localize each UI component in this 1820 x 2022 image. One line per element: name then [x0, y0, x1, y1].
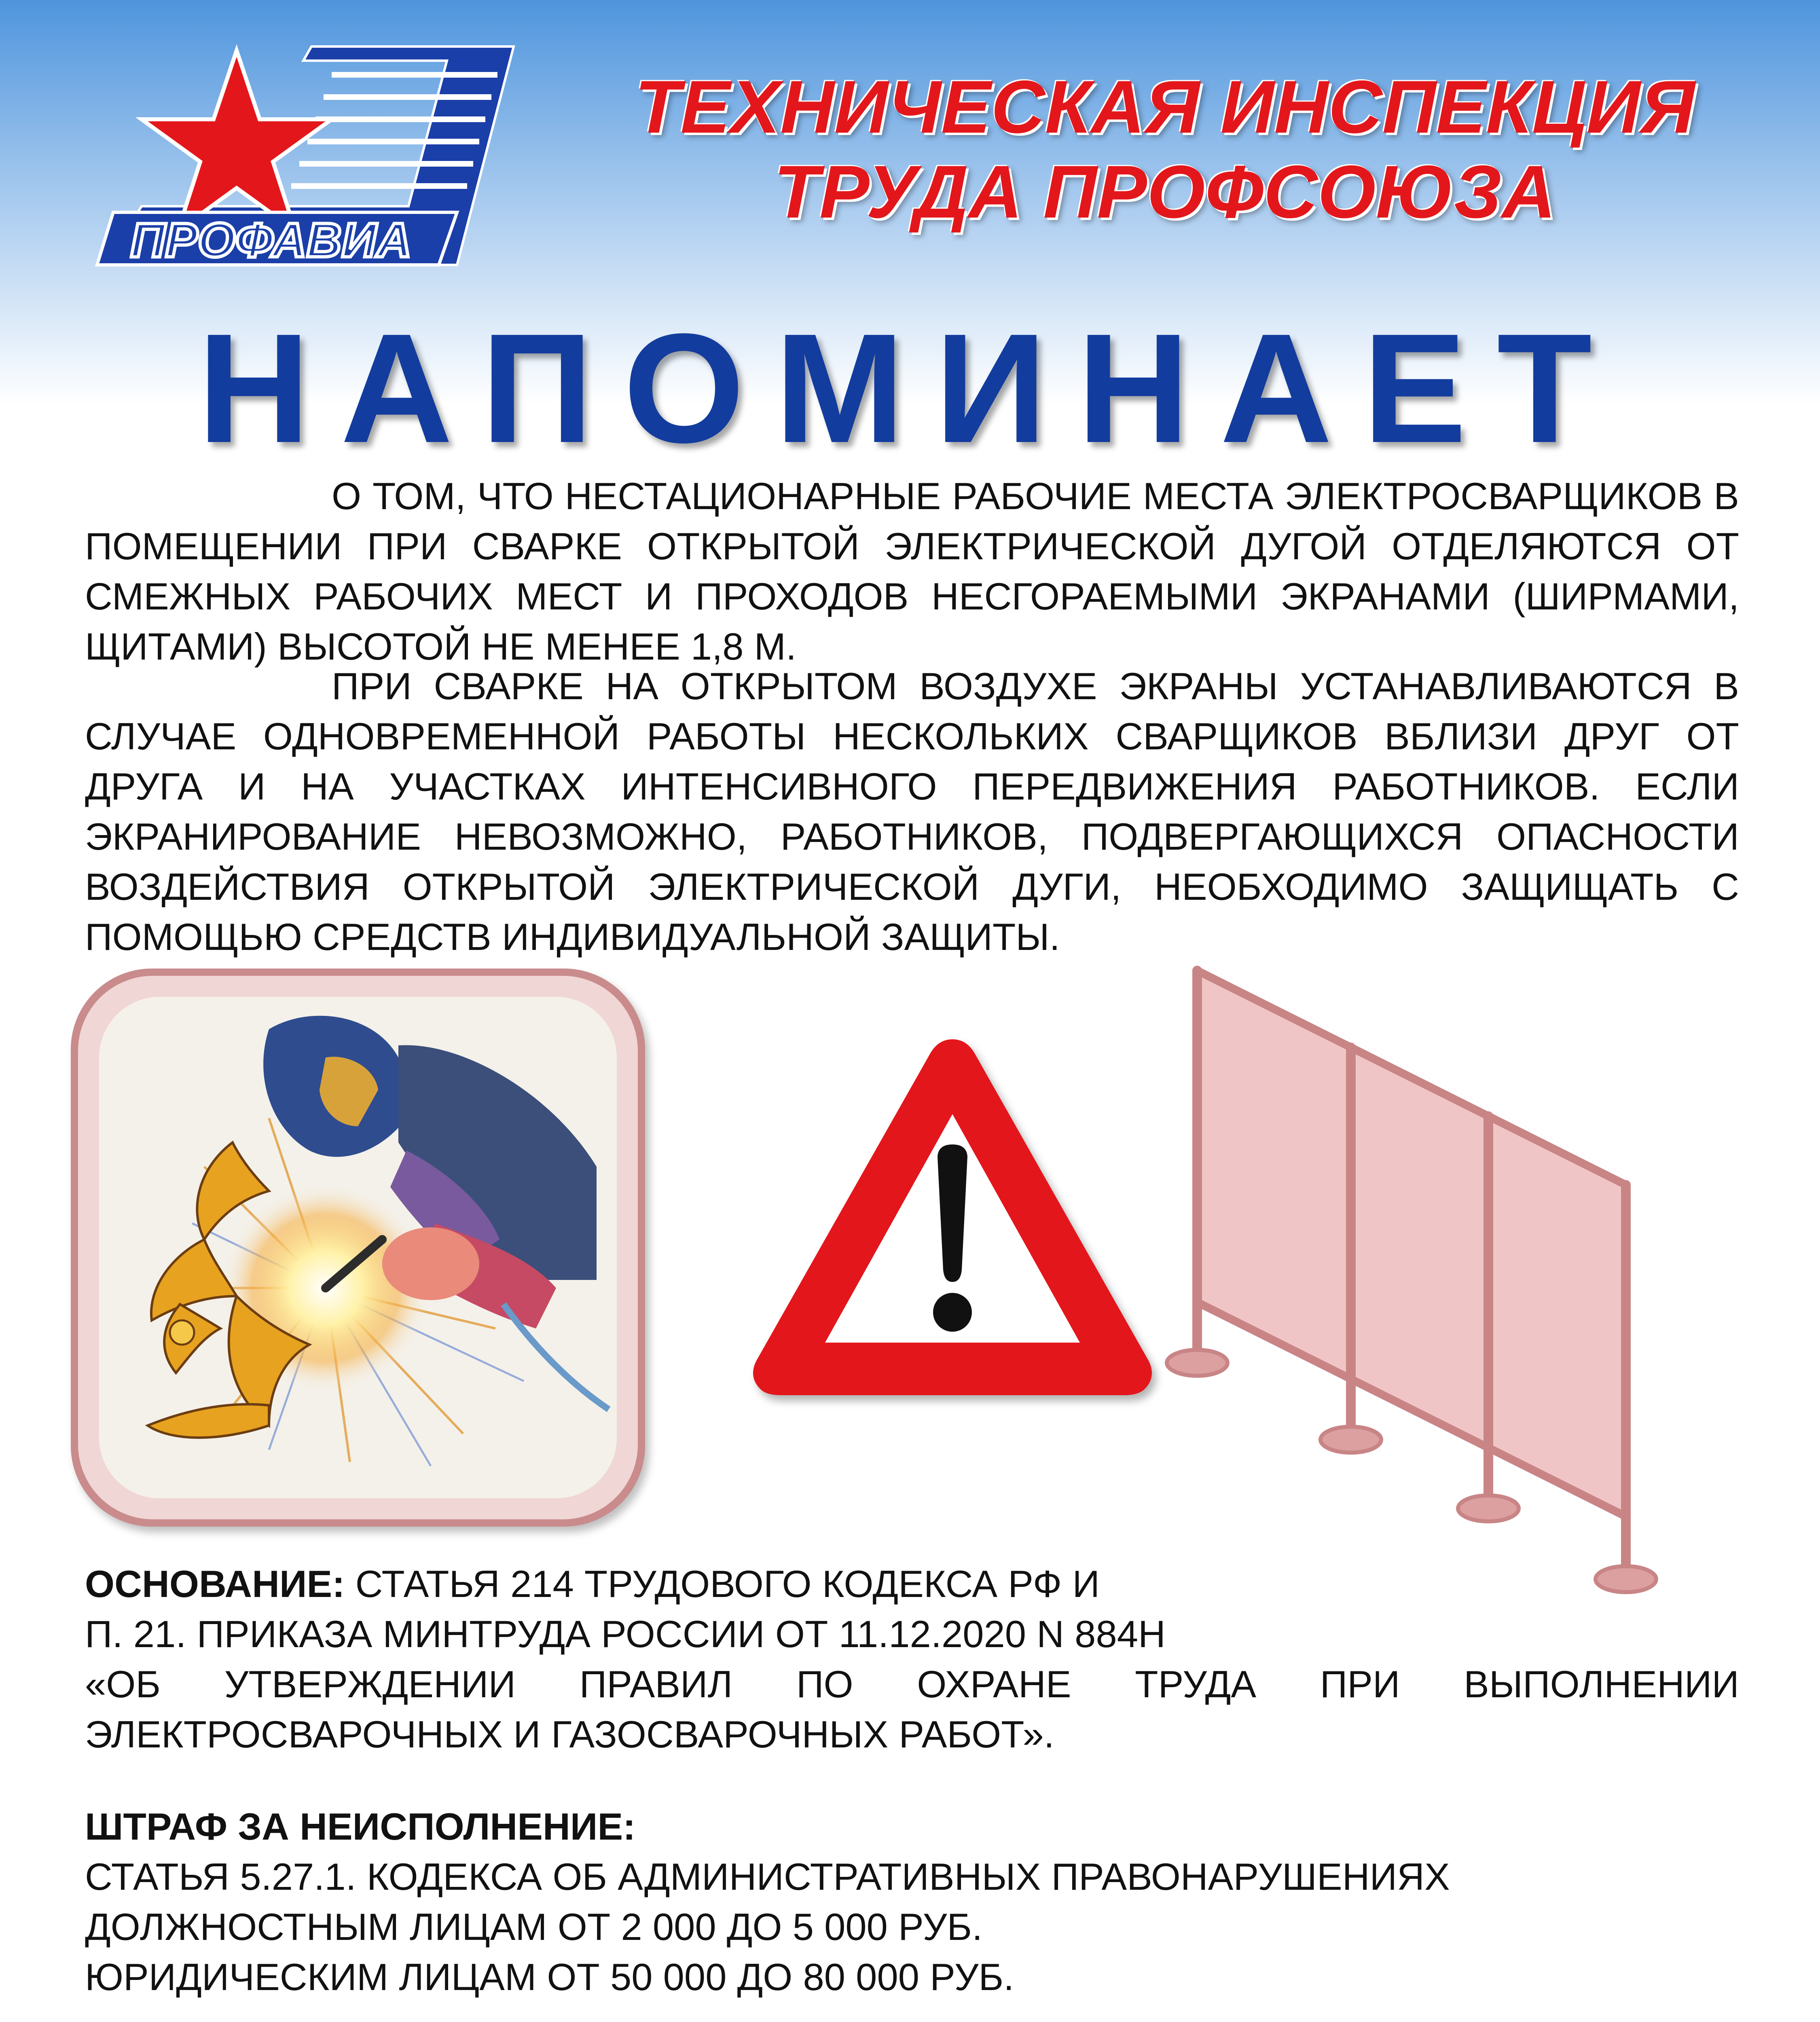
paragraph-screens-outdoor: ПРИ СВАРКЕ НА ОТКРЫТОМ ВОЗДУХЕ ЭКРАНЫ УСТАНАВЛИВАЮТСЯ В СЛУЧАЕ ОДНОВРЕМЕННОЙ РАБОТЫ НЕСКОЛЬКИХ СВАРЩИКОВ ВБЛИЗИ ДРУГ ОТ ДРУГА И НА УЧАСТКАХ ИНТЕНСИВНОГО ПЕРЕДВИЖЕНИЯ РАБОТНИКОВ. ЕСЛИ ЭКРАНИРОВАНИЕ НЕВОЗМОЖНО, РАБОТНИКОВ, ПОДВЕРГАЮЩИХСЯ ОПАСНОСТИ ВОЗДЕЙСТВИЯ ОТКРЫТОЙ ЭЛЕКТРИЧЕСКОЙ ДУГИ, НЕОБХОДИМО ЗАЩИЩАТЬ С ПОМОЩЬЮ СРЕДСТВ ИНДИВИДУАЛЬНОЙ ЗАЩИТЫ.	[85, 665, 1739, 958]
basis-line2: П. 21. ПРИКАЗА МИНТРУДА РОССИИ ОТ 11.12.2020 N 884Н	[85, 1613, 1166, 1655]
fine-section	[85, 1802, 1739, 2002]
warning-triangle-icon	[740, 1023, 1165, 1419]
profavia-logo	[53, 22, 538, 281]
logo-text: ПРОФАВИА	[130, 213, 412, 267]
welder-illustration	[99, 997, 617, 1498]
fine-line1: СТАТЬЯ 5.27.1. КОДЕКСА ОБ АДМИНИСТРАТИВНЫХ ПРАВОНАРУШЕНИЯХ	[85, 1855, 1450, 1898]
basis-label: ОСНОВАНИЕ:	[85, 1563, 345, 1605]
welding-screen-illustration	[1165, 954, 1703, 1634]
header-title-line1: ТЕХНИЧЕСКАЯ ИНСПЕКЦИЯ	[635, 66, 1695, 149]
fine-line2: ДОЛЖНОСТНЫМ ЛИЦАМ ОТ 2 000 ДО 5 000 РУБ.	[85, 1906, 983, 1948]
header-title	[538, 65, 1792, 235]
main-heading: НАПОМИНАЕТ	[197, 301, 1623, 475]
welder-illustration-frame	[71, 969, 645, 1527]
basis-text1: СТАТЬЯ 214 ТРУДОВОГО КОДЕКСА РФ И	[345, 1563, 1100, 1605]
basis-line1	[85, 1559, 1739, 1609]
basis-line3: «ОБ УТВЕРЖДЕНИИ ПРАВИЛ ПО ОХРАНЕ ТРУДА ПРИ ВЫПОЛНЕНИИ	[85, 1663, 1739, 1705]
fine-line3: ЮРИДИЧЕСКИМ ЛИЦАМ ОТ 50 000 ДО 80 000 РУБ.	[85, 1956, 1014, 1998]
header-title-line2: ТРУДА ПРОФСОЮЗА	[774, 150, 1556, 234]
basis-section	[85, 1559, 1739, 1760]
fine-label: ШТРАФ ЗА НЕИСПОЛНЕНИЕ:	[85, 1805, 636, 1848]
basis-line4: ЭЛЕКТРОСВАРОЧНЫХ И ГАЗОСВАРОЧНЫХ РАБОТ».	[85, 1713, 1054, 1756]
paragraph-screens-indoor: О ТОМ, ЧТО НЕСТАЦИОНАРНЫЕ РАБОЧИЕ МЕСТА ЭЛЕКТРОСВАРЩИКОВ В ПОМЕЩЕНИИ ПРИ СВАРКЕ ОТКРЫТОЙ ЭЛЕКТРИЧЕСКОЙ ДУГОЙ ОТДЕЛЯЮТСЯ ОТ СМЕЖНЫХ РАБОЧИХ МЕСТ И ПРОХОДОВ НЕСГОРАЕМЫМИ ЭКРАНАМИ (ШИРМАМИ, ЩИТАМИ) ВЫСОТОЙ НЕ МЕНЕЕ 1,8 М.	[85, 475, 1739, 668]
red-star-icon	[142, 51, 332, 231]
